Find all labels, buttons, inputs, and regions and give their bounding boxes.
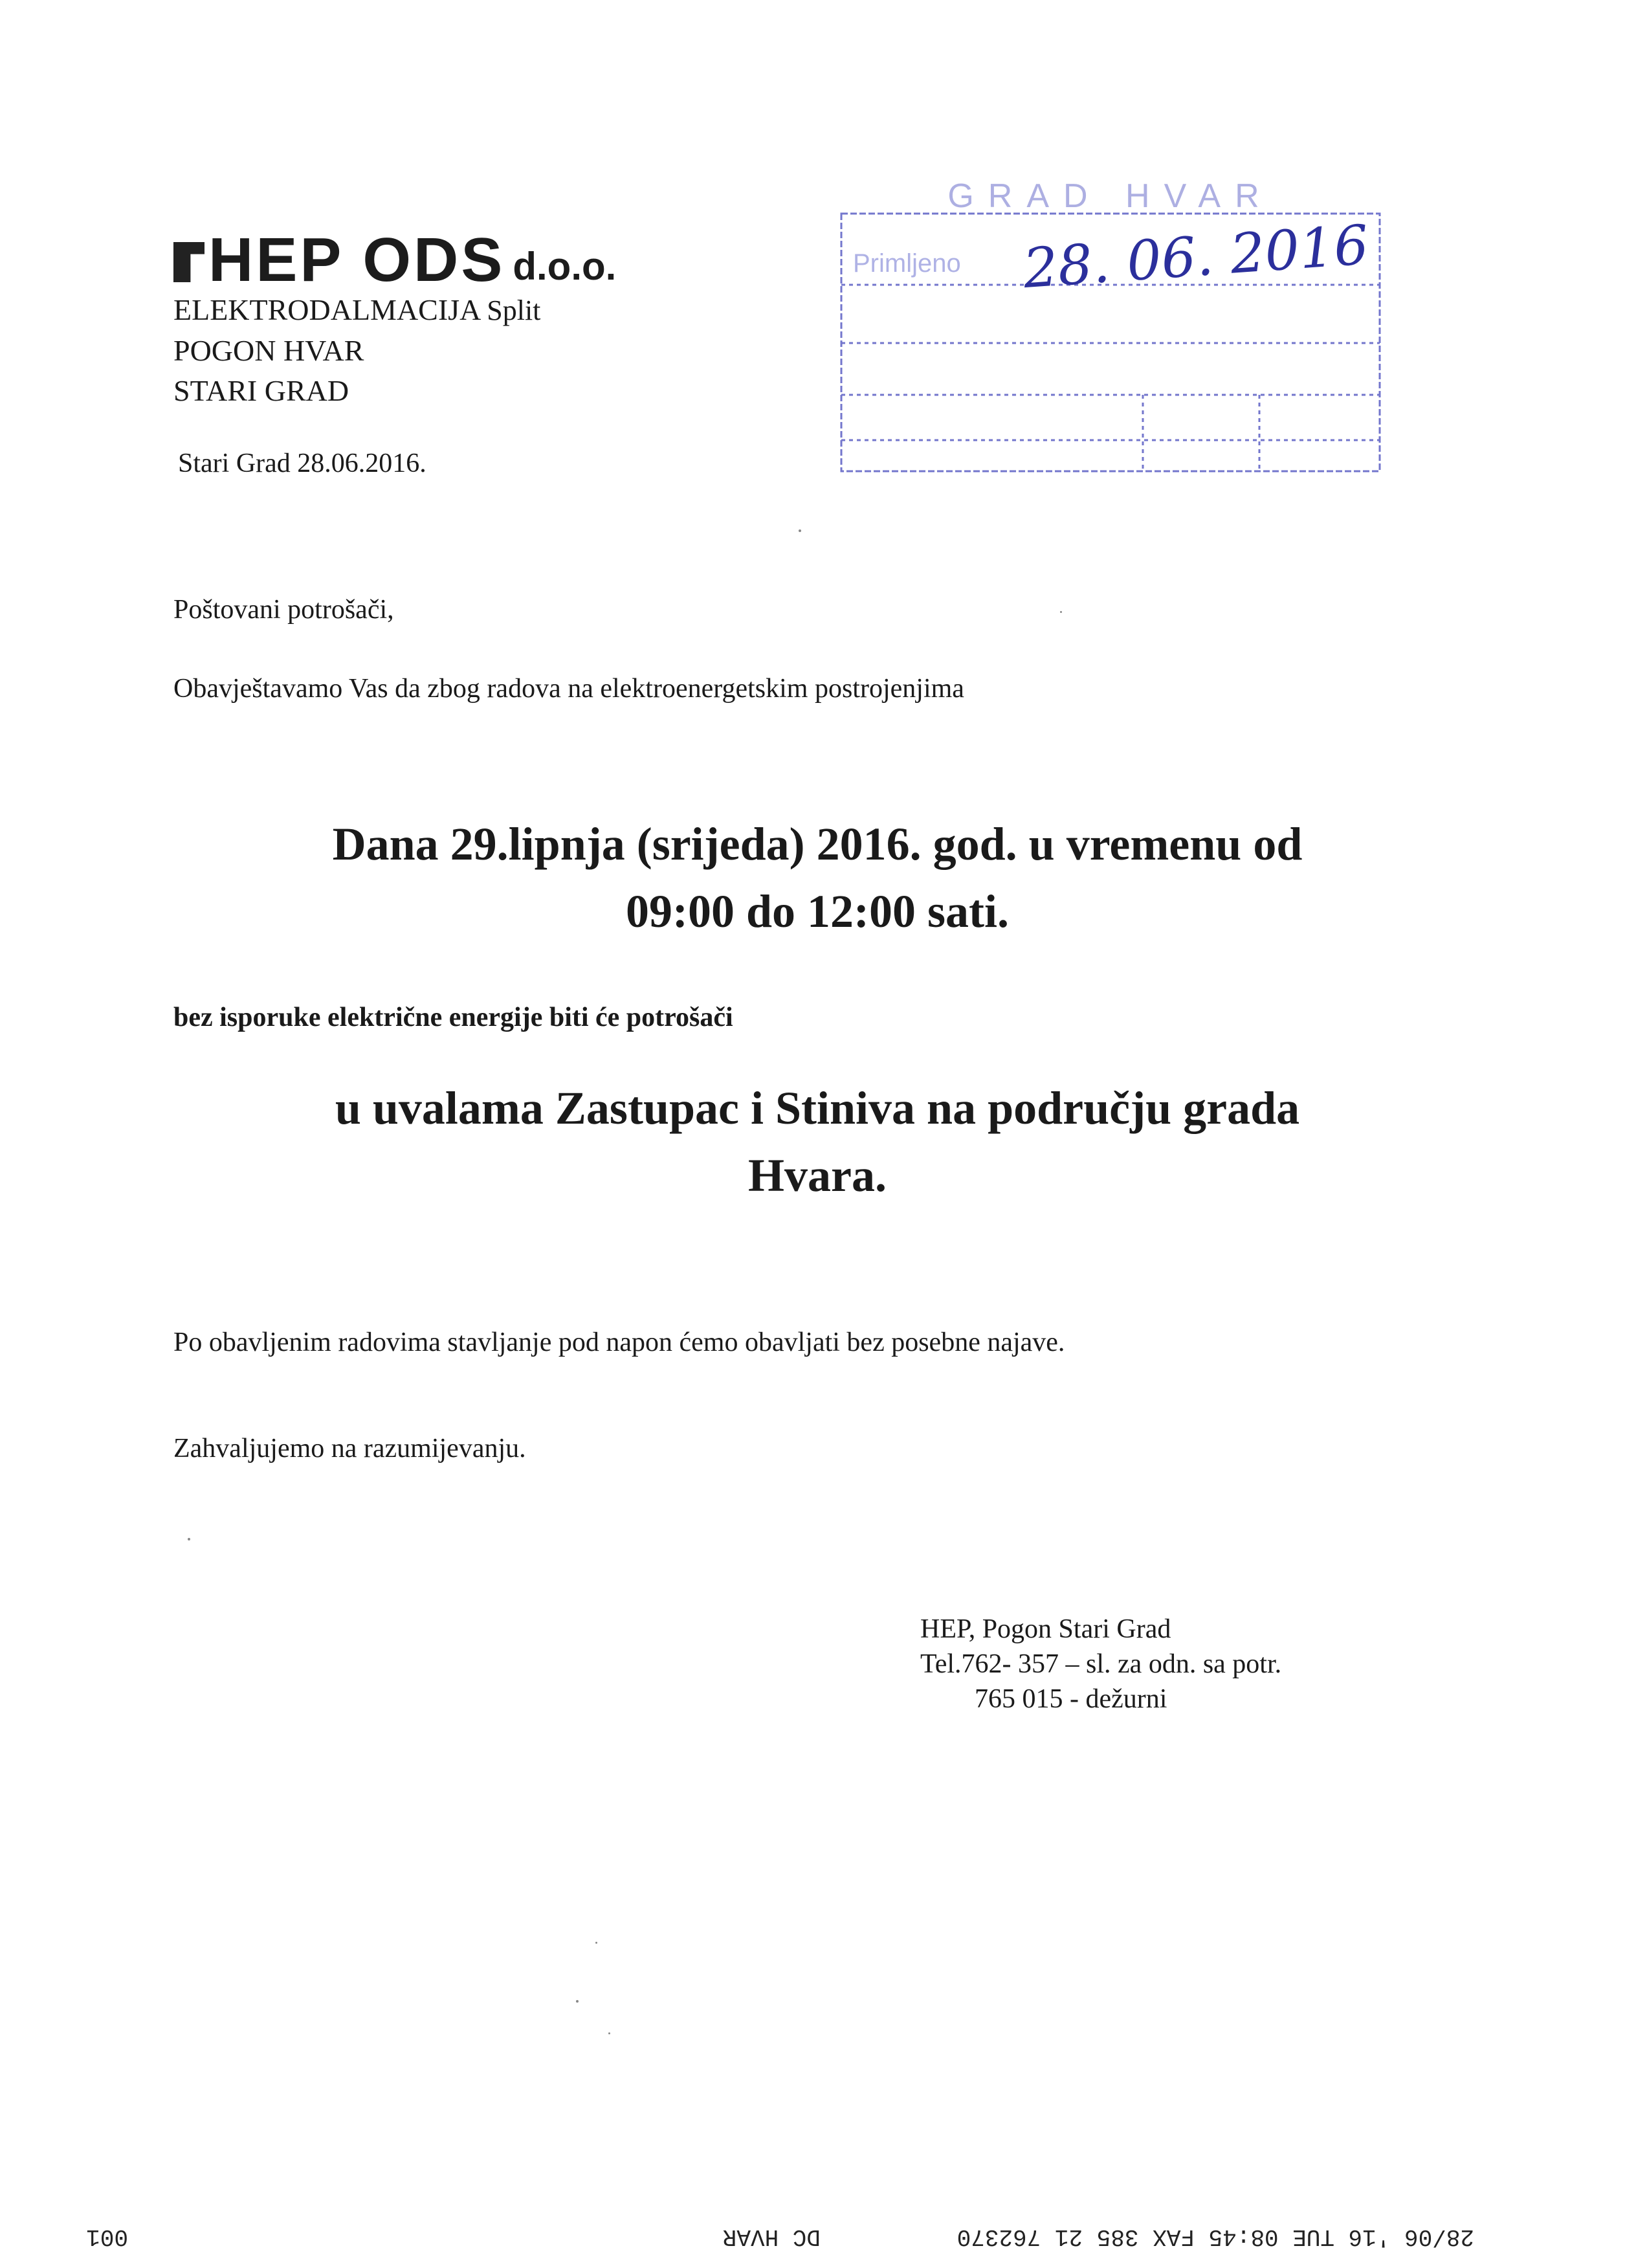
company-name: HEP ODS (208, 225, 505, 295)
fax-page-number: 001 (86, 2223, 128, 2250)
company-logo (173, 225, 617, 295)
outage-area-line2: Hvara. (748, 1150, 887, 1201)
fax-department: DC HVAR (722, 2223, 821, 2250)
stamp-received-label: Primljeno (853, 249, 961, 278)
outage-area-line1: u uvalama Zastupac i Stiniva na području grada (335, 1082, 1300, 1134)
letter-date: Stari Grad 28.06.2016. (178, 449, 426, 478)
division-line (173, 290, 540, 331)
fax-header: 28/06 '16 TUE 08:45 FAX 385 21 762370 (956, 2223, 1474, 2250)
hep-logo-icon (173, 242, 204, 282)
company-suffix: d.o.o. (513, 245, 617, 288)
outage-time (173, 810, 1461, 945)
outage-time-line1: Dana 29.lipnja (srijeda) 2016. god. u vremenu od (332, 818, 1303, 870)
received-stamp (839, 177, 1382, 475)
scan-speck (608, 2032, 610, 2034)
outage-area (173, 1074, 1461, 1209)
stamp-handwritten-date: 28. 06. 2016 (1021, 213, 1371, 301)
unit-line: POGON HVAR (173, 334, 364, 367)
no-supply-note: bez isporuke električne energije biti će potrošači (173, 1003, 733, 1032)
intro-text: Obavještavamo Vas da zbog radova na elektroenergetskim postrojenjima (173, 674, 964, 704)
outage-time-line2: 09:00 do 12:00 sati. (626, 885, 1009, 937)
greeting: Poštovani potrošači, (173, 595, 394, 625)
scan-speck (576, 2000, 579, 2003)
reconnection-note: Po obavljenim radovima stavljanje pod napon ćemo obavljati bez posebne najave. (173, 1328, 1065, 1357)
scan-speck (799, 529, 801, 532)
division-city: Split (487, 295, 541, 326)
signature-line1: HEP, Pogon Stari Grad (920, 1614, 1171, 1644)
scan-speck (595, 1942, 597, 1944)
signature-block (920, 1612, 1281, 1717)
stamp-title: GRAD HVAR (947, 177, 1274, 215)
scan-speck (188, 1538, 190, 1540)
signature-line3: 765 015 - dežurni (975, 1684, 1167, 1714)
sender-address (173, 290, 540, 411)
signature-line2: Tel.762- 357 – sl. za odn. sa potr. (920, 1649, 1282, 1679)
fax-footer (0, 2214, 1636, 2255)
thanks-note: Zahvaljujemo na razumijevanju. (173, 1434, 526, 1463)
division-name: ELEKTRODALMACIJA (173, 293, 480, 326)
location-line: STARI GRAD (173, 374, 349, 407)
scan-speck (1060, 611, 1062, 613)
